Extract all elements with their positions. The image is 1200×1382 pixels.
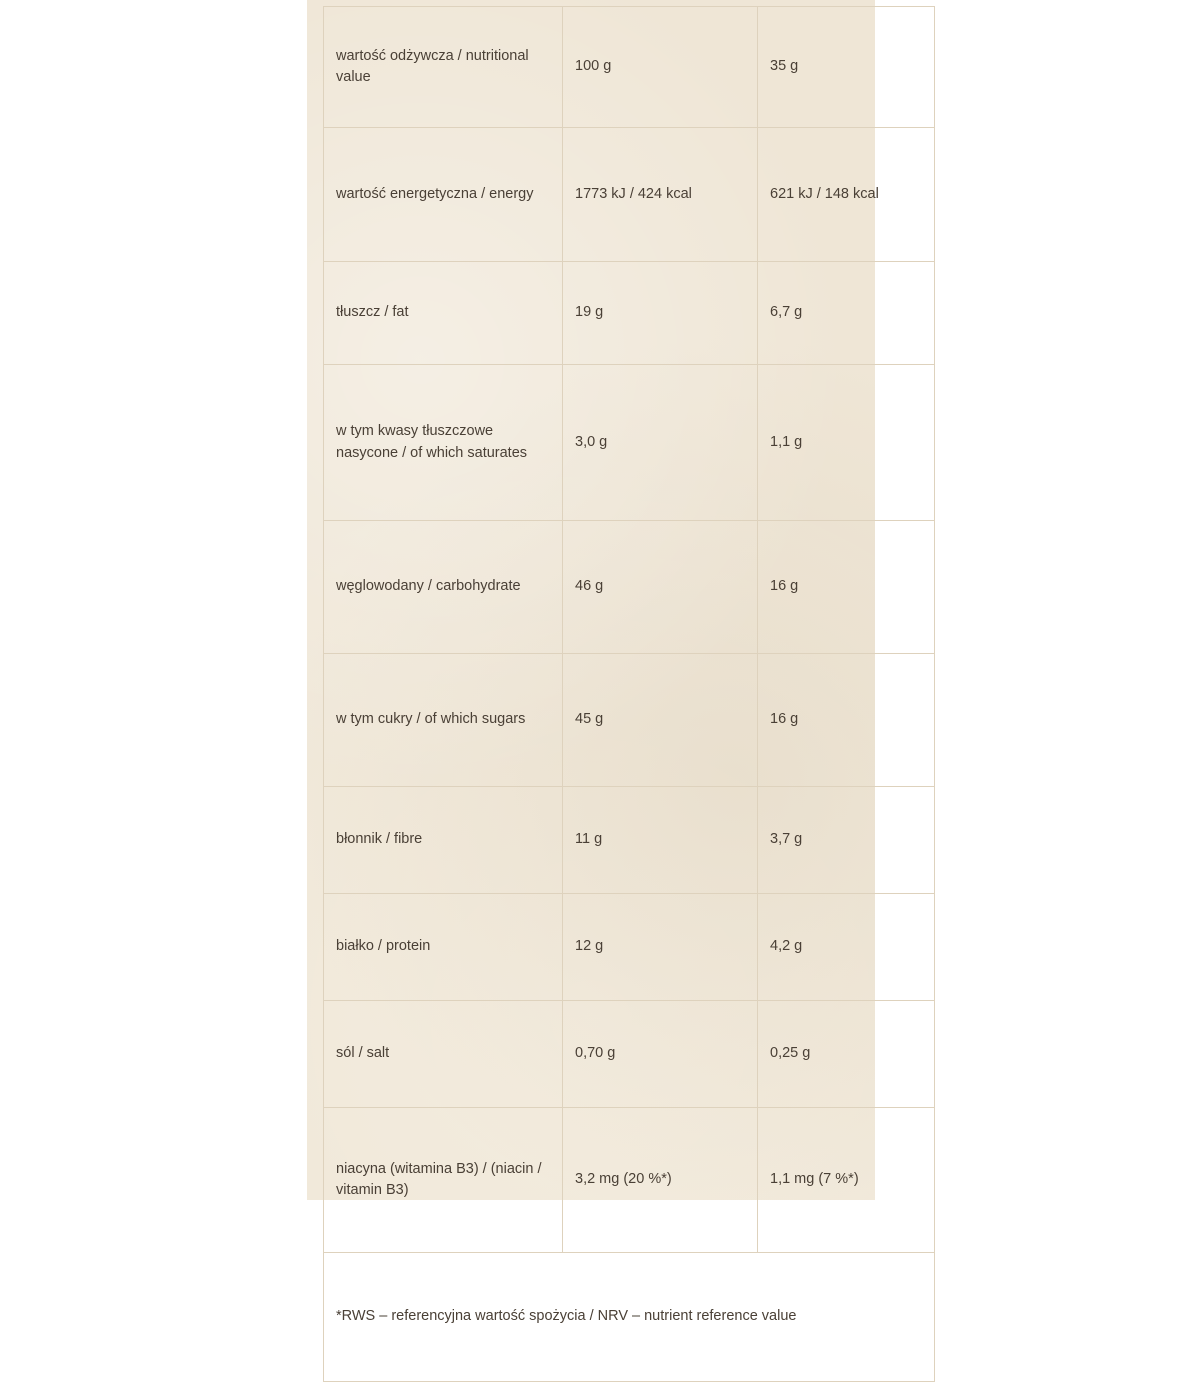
- row-label: białko / protein: [324, 894, 563, 1001]
- row-value-100g: 46 g: [563, 521, 758, 654]
- nrv-footnote: *RWS – referencyjna wartość spożycia / NRV – nutrient reference value: [324, 1253, 935, 1382]
- row-value-35g: 621 kJ / 148 kcal: [758, 128, 935, 262]
- row-value-100g: 1773 kJ / 424 kcal: [563, 128, 758, 262]
- row-value-100g: 45 g: [563, 654, 758, 787]
- table-row: [324, 7, 935, 128]
- row-value-100g: 12 g: [563, 894, 758, 1001]
- row-value-35g: 35 g: [758, 7, 935, 128]
- row-value-100g: 11 g: [563, 787, 758, 894]
- row-value-100g: 3,0 g: [563, 365, 758, 521]
- row-value-35g: 6,7 g: [758, 262, 935, 365]
- table-footnote-row: [324, 1253, 935, 1382]
- table-row: [324, 521, 935, 654]
- table-row: [324, 1108, 935, 1253]
- row-value-100g: 3,2 mg (20 %*): [563, 1108, 758, 1253]
- row-value-35g: 4,2 g: [758, 894, 935, 1001]
- row-value-100g: 19 g: [563, 262, 758, 365]
- row-value-35g: 0,25 g: [758, 1001, 935, 1108]
- row-value-100g: 0,70 g: [563, 1001, 758, 1108]
- row-value-35g: 3,7 g: [758, 787, 935, 894]
- table-row: [324, 262, 935, 365]
- table-row: [324, 654, 935, 787]
- table-row: [324, 894, 935, 1001]
- row-label: sól / salt: [324, 1001, 563, 1108]
- row-value-100g: 100 g: [563, 7, 758, 128]
- row-label: niacyna (witamina B3) / (niacin / vitamin B3): [324, 1108, 563, 1253]
- table-row: [324, 365, 935, 521]
- row-label: tłuszcz / fat: [324, 262, 563, 365]
- row-value-35g: 1,1 g: [758, 365, 935, 521]
- row-label: w tym kwasy tłuszczowe nasycone / of which saturates: [324, 365, 563, 521]
- row-value-35g: 1,1 mg (7 %*): [758, 1108, 935, 1253]
- nutrition-panel: [307, 0, 879, 1325]
- nutrition-table-body: [324, 7, 935, 1382]
- row-value-35g: 16 g: [758, 521, 935, 654]
- row-label: węglowodany / carbohydrate: [324, 521, 563, 654]
- table-row: [324, 787, 935, 894]
- row-label: w tym cukry / of which sugars: [324, 654, 563, 787]
- row-label: wartość energetyczna / energy: [324, 128, 563, 262]
- row-value-35g: 16 g: [758, 654, 935, 787]
- table-row: [324, 1001, 935, 1108]
- table-row: [324, 128, 935, 262]
- nutrition-table: [323, 6, 935, 1382]
- row-label: wartość odżywcza / nutritional value: [324, 7, 563, 128]
- row-label: błonnik / fibre: [324, 787, 563, 894]
